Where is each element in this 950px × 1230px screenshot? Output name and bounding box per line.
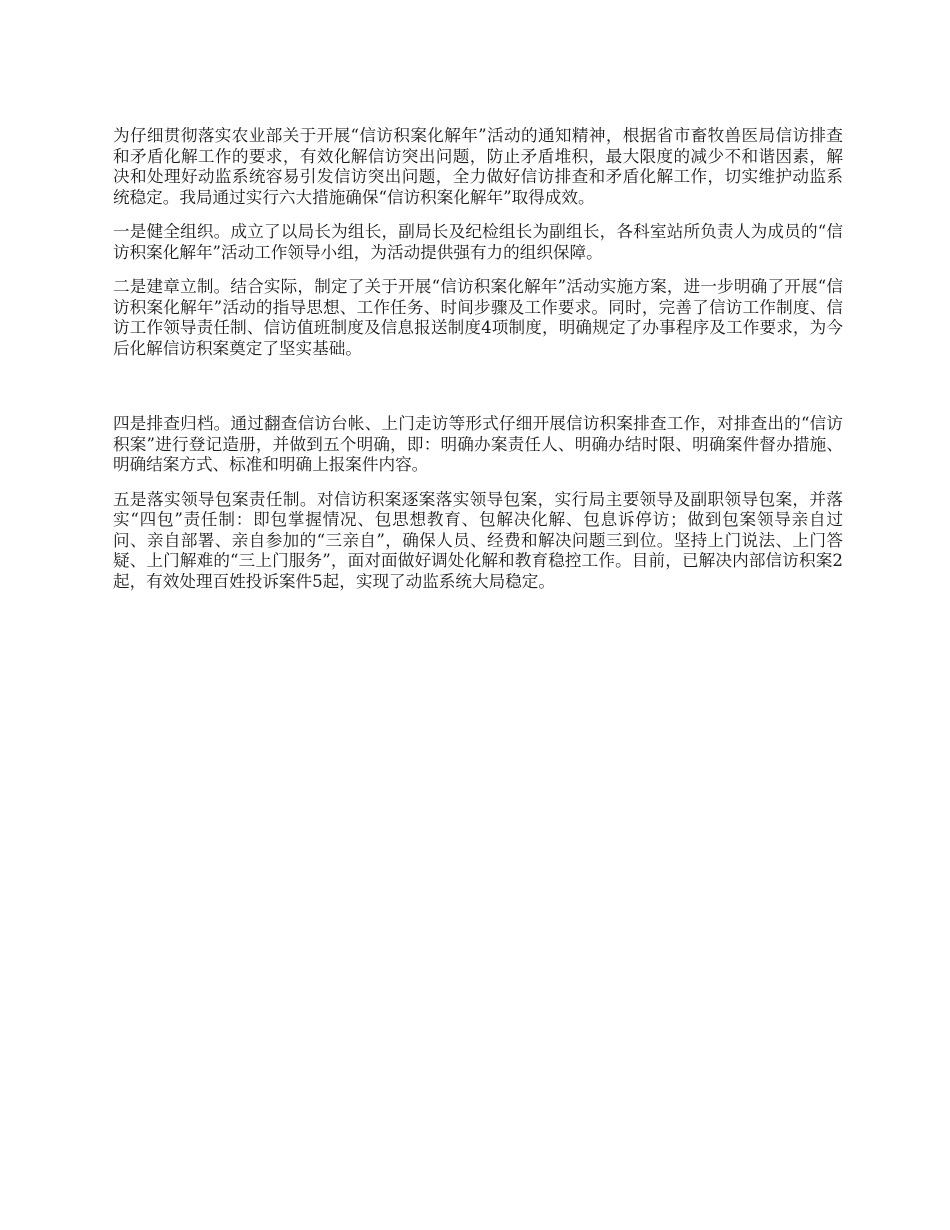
document-body xyxy=(113,126,843,606)
paragraph-intro: 为仔细贯彻落实农业部关于开展“信访积案化解年”活动的通知精神，根据省市畜牧兽医局信访排查和矛盾化解工作的要求，有效化解信访突出问题，防止矛盾堆积，最大限度的减少不和谐因素，解决和处理好动监系统容易引发信访突出问题，全力做好信访排查和矛盾化解工作，切实维护动监系统稳定。我局通过实行六大措施确保“信访积案化解年”取得成效。 xyxy=(113,126,843,207)
paragraph-measure-2: 二是建章立制。结合实际，制定了关于开展“信访积案化解年”活动实施方案，进一步明确了开展“信访积案化解年”活动的指导思想、工作任务、时间步骤及工作要求。同时，完善了信访工作制度、信访工作领导责任制、信访值班制度及信息报送制度4项制度，明确规定了办事程序及工作要求，为今后化解信访积案奠定了坚实基础。 xyxy=(113,277,843,358)
paragraph-measure-1: 一是健全组织。成立了以局长为组长，副局长及纪检组长为副组长，各科室站所负责人为成员的“信访积案化解年”活动工作领导小组，为活动提供强有力的组织保障。 xyxy=(113,222,843,262)
paragraph-measure-4: 四是排查归档。通过翻查信访台帐、上门走访等形式仔细开展信访积案排查工作，对排查出的“信访积案”进行登记造册，并做到五个明确，即：明确办案责任人、明确办结时限、明确案件督办措施、明确结案方式、标准和明确上报案件内容。 xyxy=(113,414,843,474)
paragraph-measure-5: 五是落实领导包案责任制。对信访积案逐案落实领导包案，实行局主要领导及副职领导包案，并落实“四包”责任制：即包掌握情况、包思想教育、包解决化解、包息诉停访；做到包案领导亲自过问、亲自部署、亲自参加的“三亲自”，确保人员、经费和解决问题三到位。坚持上门说法、上门答疑、上门解难的“三上门服务”，面对面做好调处化解和教育稳控工作。目前，已解决内部信访积案2起，有效处理百姓投诉案件5起，实现了动监系统大局稳定。 xyxy=(113,489,843,591)
